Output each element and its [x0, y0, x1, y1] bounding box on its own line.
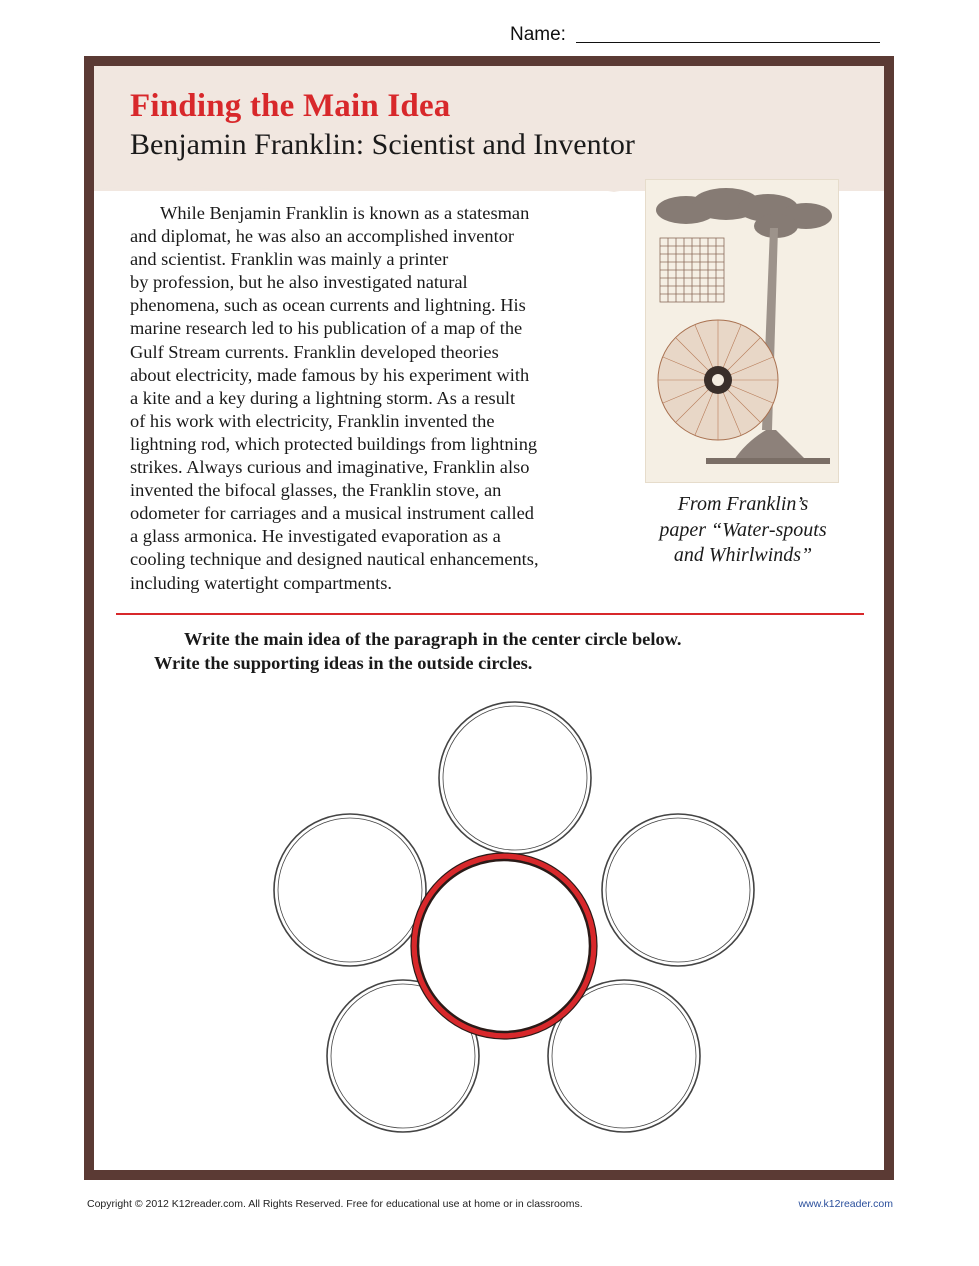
main-idea-organizer — [94, 686, 884, 1166]
passage-line: cooling technique and designed nautical enhancements, — [130, 549, 539, 570]
website-link[interactable]: www.k12reader.com — [798, 1198, 893, 1210]
passage-line: invented the bifocal glasses, the Franklin stove, an — [130, 480, 502, 501]
waterspout-drawing — [646, 180, 838, 482]
passage-line: While Benjamin Franklin is known as a statesman — [160, 203, 530, 223]
copyright-notice: Copyright © 2012 K12reader.com. All Rights Reserved. Free for educational use at home or in classrooms. — [87, 1198, 583, 1210]
passage-line: about electricity, made famous by his experiment with — [130, 364, 530, 385]
passage-line: a glass armonica. He investigated evaporation as a — [130, 526, 501, 547]
passage-line: strikes. Always curious and imaginative, Franklin also — [130, 457, 530, 478]
page-subtitle: Benjamin Franklin: Scientist and Inventor — [130, 128, 635, 161]
passage-line: by profession, but he also investigated natural — [130, 272, 468, 293]
instructions — [154, 627, 844, 675]
page-title: Finding the Main Idea — [130, 88, 451, 124]
reading-passage — [130, 202, 630, 595]
main-idea-circle[interactable] — [411, 853, 597, 1039]
supporting-circle-top[interactable] — [439, 702, 591, 854]
illustration-caption — [634, 492, 852, 569]
name-blank-line[interactable] — [576, 24, 880, 43]
passage-line: marine research led to his publication of a map of the — [130, 318, 523, 339]
supporting-circle-right[interactable] — [602, 814, 754, 966]
passage-line: phenomena, such as ocean currents and lightning. His — [130, 295, 526, 316]
name-field-row — [510, 24, 880, 46]
waterspout-illustration — [645, 179, 839, 483]
passage-line: including watertight compartments. — [130, 572, 393, 593]
passage-line: of his work with electricity, Franklin invented the — [130, 410, 495, 431]
passage-line: lightning rod, which protected buildings from lightning — [130, 433, 538, 454]
passage-line: and diplomat, he was also an accomplished inventor — [130, 226, 515, 247]
passage-line: odometer for carriages and a musical instrument called — [130, 503, 534, 524]
section-divider — [116, 613, 864, 615]
caption-line: paper “Water-spouts — [659, 518, 827, 541]
caption-line: and Whirlwinds” — [673, 544, 813, 566]
caption-line: From Franklin’s — [677, 493, 809, 515]
supporting-circle-left[interactable] — [274, 814, 426, 966]
instruction-line: Write the main idea of the paragraph in the center circle below. — [184, 629, 682, 649]
passage-line: a kite and a key during a lightning storm. As a result — [130, 387, 516, 408]
passage-line: and scientist. Franklin was mainly a printer — [130, 249, 449, 270]
name-label: Name: — [510, 24, 566, 45]
passage-line: Gulf Stream currents. Franklin developed theories — [130, 341, 499, 362]
instruction-line: Write the supporting ideas in the outside circles. — [154, 653, 533, 673]
worksheet-frame — [84, 56, 894, 1180]
